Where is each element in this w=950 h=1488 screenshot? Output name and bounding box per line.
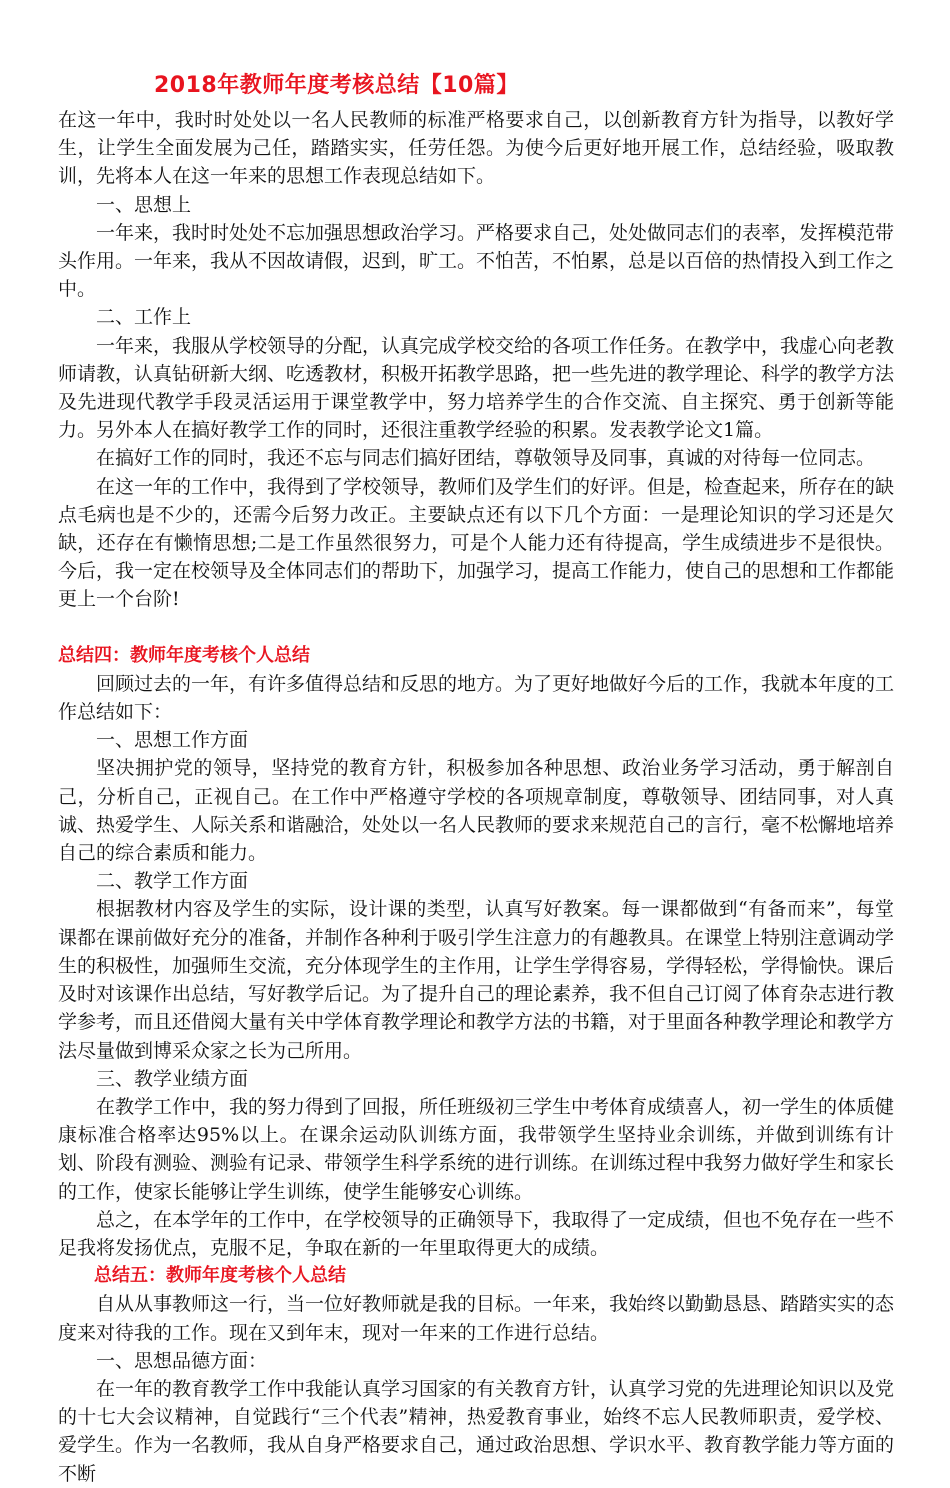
- section4-paragraph: 总之，在本学年的工作中，在学校领导的正确领导下，我取得了一定成绩，但也不免存在一些不足我将发扬优点，克服不足，争取在新的一年里取得更大的成绩。: [58, 1208, 895, 1259]
- section4-subheading: 二、教学工作方面: [96, 870, 249, 893]
- section4-paragraph: 回顾过去的一年，有许多值得总结和反思的地方。为了更好地做好今后的工作，我就本年度的工作总结如下：: [58, 672, 895, 724]
- intro-subheading: 二、工作上: [96, 306, 192, 329]
- section4-subheading: 三、教学业绩方面: [96, 1067, 249, 1090]
- section4-paragraph: 坚决拥护党的领导，坚持党的教育方针，积极参加各种思想、政治业务学习活动，勇于解剖自己，分析自己，正视自己。在工作中严格遵守学校的各项规章制度，尊敬领导、团结同事，对人真诚、热爱学生、人际关系和谐融洽，处处以一名人民教师的要求来规范自己的言行，毫不松懈地培养自己的综合素质和能力。: [58, 757, 895, 865]
- intro-paragraph: 在搞好工作的同时，我还不忘与同志们搞好团结，尊敬领导及同事，真诚的对待每一位同志。: [96, 447, 876, 470]
- document-title: 2018年教师年度考核总结【10篇】: [154, 73, 519, 98]
- section4-subheading: 一、思想工作方面: [96, 729, 249, 752]
- intro-paragraph: 在这一年的工作中，我得到了学校领导，教师们及学生们的好评。但是，检查起来，所存在的缺点毛病也是不少的，还需今后努力改正。主要缺点还有以下几个方面：一是理论知识的学习还是欠缺，还存在有懒惰思想;二是工作虽然很努力，可是个人能力还有待提高，学生成绩进步不是很快。今后，我一定在校领导及全体同志们的帮助下，加强学习，提高工作能力，使自己的思想和工作都能更上一个台阶!: [58, 475, 895, 611]
- section4-paragraph: 根据教材内容及学生的实际，设计课的类型，认真写好教案。每一课都做到“有备而来”，每堂课都在课前做好充分的准备，并制作各种利于吸引学生注意力的有趣教具。在课堂上特别注意调动学生的积极性，加强师生交流，充分体现学生的主作用，让学生学得容易，学得轻松，学得愉快。课后及时对该课作出总结，写好教学后记。为了提升自己的理论素养，我不但自己订阅了体育杂志进行教学参考，而且还借阅大量有关中学体育教学理论和教学方法的书籍，对于里面各种教学理论和教学方法尽量做到博采众家之长为己所用。: [58, 898, 895, 1062]
- section4-heading: 总结四：教师年度考核个人总结: [58, 644, 310, 666]
- section5-paragraph: 自从从事教师这一行，当一位好教师就是我的目标。一年来，我始终以勤勤恳恳、踏踏实实的态度来对待我的工作。现在又到年末，现对一年来的工作进行总结。: [58, 1293, 895, 1344]
- section-spacer: [58, 614, 894, 642]
- section5-heading: 总结五：教师年度考核个人总结: [94, 1265, 346, 1287]
- intro-paragraph: 在这一年中，我时时处处以一名人民教师的标准严格要求自己，以创新教育方针为指导，以教好学生，让学生全面发展为己任，踏踏实实，任劳任怨。为使今后更好地开展工作，总结经验，吸取教训，先将本人在这一年来的思想工作表现总结如下。: [58, 109, 894, 188]
- intro-paragraph: 一年来，我服从学校领导的分配，认真完成学校交给的各项工作任务。在教学中，我虚心向老教师请教，认真钻研新大纲、吃透教材，积极开拓教学思路，把一些先进的教学理论、科学的教学方法及先进现代教学手段灵活运用于课堂教学中，努力培养学生的合作交流、自主探究、勇于创新等能力。另外本人在搞好教学工作的同时，还很注重教学经验的积累。发表教学论文1篇。: [58, 334, 895, 442]
- intro-paragraph: 一年来，我时时处处不忘加强思想政治学习。严格要求自己，处处做同志们的表率，发挥模范带头作用。一年来，我从不因故请假，迟到，旷工。不怕苦，不怕累，总是以百倍的热情投入到工作之中。: [58, 221, 895, 301]
- section4-paragraph: 在教学工作中，我的努力得到了回报，所任班级初三学生中考体育成绩喜人，初一学生的体质健康标准合格率达95%以上。在课余运动队训练方面，我带领学生坚持业余训练，并做到训练有计划、阶段有测验、测验有记录、带领学生科学系统的进行训练。在训练过程中我努力做好学生和家长的工作，使家长能够让学生训练，使学生能够安心训练。: [58, 1095, 895, 1203]
- section5-paragraph: 在一年的教育教学工作中我能认真学习国家的有关教育方针，认真学习党的先进理论知识以及党的十七大会议精神，自觉践行“三个代表”精神，热爱教育事业，始终不忘人民教师职责，爱学校、爱学生。作为一名教师，我从自身严格要求自己，通过政治思想、学识水平、教育教学能力等方面的不断: [58, 1377, 895, 1485]
- section5-subheading: 一、思想品德方面：: [96, 1349, 268, 1372]
- intro-subheading: 一、思想上: [96, 193, 192, 216]
- document-page: [58, 68, 894, 1488]
